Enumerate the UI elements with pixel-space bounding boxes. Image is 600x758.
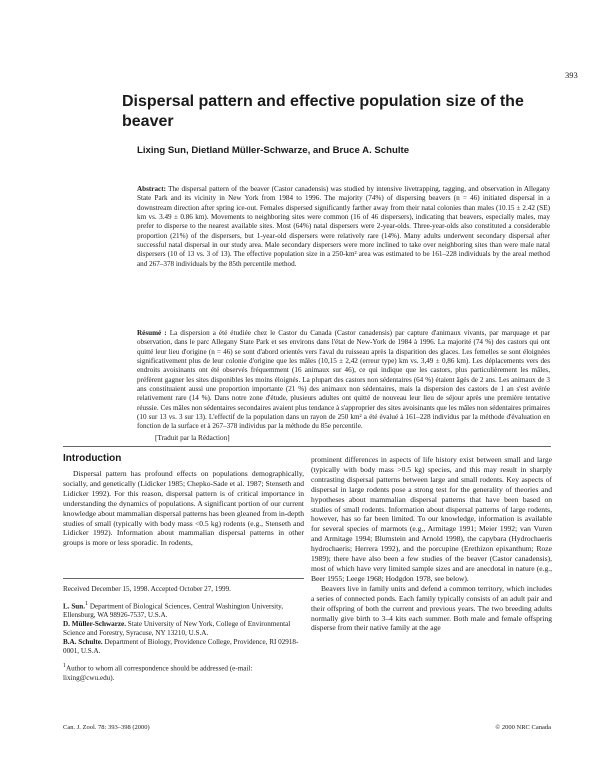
page-number: 393 xyxy=(565,70,578,80)
intro-right-paragraph-2: Beavers live in family units and defend a common territory, which includes a series of connected ponds. Each family typically consists of an adult pair and their offspring of both the current and previous years. The two breeding adults normally give birth to 3–4 kits each summer. Both male and female offspring disperse from their native family at the age xyxy=(311,583,552,633)
abstract xyxy=(137,185,550,269)
resume xyxy=(137,329,550,432)
mueller-affiliation: State University of New York, College of Environmental Science and Forestry, Syracuse, NY 13210, U.S.A. xyxy=(63,620,291,638)
intro-right-column xyxy=(311,455,552,633)
schulte-name: B.A. Schulte. xyxy=(63,638,103,647)
correspondence-mark: 1 xyxy=(63,663,66,670)
intro-left-paragraph: Dispersal pattern has profound effects on populations demographically, socially, and genetically (Lidicker 1985; Chepko-Sade et al. 1987; Stenseth and Lidicker 1992). For this reason, dispersal pattern is of critical importance in understanding the dynamics of populations. A significant portion of our current knowledge about mammalian dispersal patterns has been gleaned from in-depth studies of small (typically with body mass <0.5 kg) rodents (e.g., Stenseth and Lidicker 1992). Information about mammalian dispersal patterns in other groups is more or less sporadic. In rodents, xyxy=(63,469,304,548)
author-list: Lixing Sun, Dietland Müller-Schwarze, and Bruce A. Schulte xyxy=(137,145,410,156)
introduction-heading: Introduction xyxy=(63,453,122,464)
sun-name: L. Sun. xyxy=(63,602,86,611)
resume-text: La dispersion a été étudiée chez le Castor du Canada (Castor canadensis) par capture d'animaux vivants, par marquage et par observation, dans le parc Allegany State Park et ses environs dans l'état de New-York de 1984 à 1996. La majorité (74 %) des castors qui ont quitté leur lieu d'origine (n = 46) se sont d'abord orientés vers l'aval du ruisseau après la disparition des glaces. Les femelles se sont éloignées significativement plus de leur colonie d'origine que les mâles (10,15 ± 2,42 (erreur type) km vs. 3,49 ± 0,86 km). Les déplacements vers des endroits avoisinants ont été observés fréquemment (16 animaux sur 46), ce qui indique que les castors, plus particulièrement les mâles, préfèrent gagner les sites disponibles les moins éloignés. La plupart des castors non sédentaires (64 %) étaient âgés de 2 ans. Les animaux de 3 ans constituaient aussi une proportion importante (21 %) des animaux non sédentaires, mais la dispersion des castors de 1 an s'est avérée relativement rare (14 %). Dans notre zone d'étude, plusieurs adultes ont quitté de nouveau leur lieu de séjour après une première tentative réussie. Ces mâles non sédentaires secondaires avaient plus tendance à s'approprier des sites avoisinants que les mâles non sédentaires primaires (10 sur 13 vs. 3 sur 13). L'effectif de la population dans un rayon de 250 km² a été évalué à 161–228 individus par la méthode d'évaluation en fonction de la surface et à 267–378 individus par la méthode du 85e percentile. xyxy=(137,329,550,431)
section-divider xyxy=(63,446,551,447)
sun-affiliation: Department of Biological Sciences, Central Washington University, Ellensburg, WA 98926-7537, U.S.A. xyxy=(63,602,283,620)
mueller-name: D. Müller-Schwarze. xyxy=(63,620,126,629)
affiliation-sun xyxy=(63,600,304,656)
translation-note: [Traduit par la Rédaction] xyxy=(155,434,230,442)
copyright: © 2000 NRC Canada xyxy=(495,724,551,731)
received-date: Received December 15, 1998. Accepted October 27, 1999. xyxy=(63,585,231,593)
footnote-box xyxy=(63,578,304,689)
article-title: Dispersal pattern and effective population size of the beaver xyxy=(122,93,524,130)
abstract-label: Abstract: xyxy=(137,185,166,193)
schulte-affiliation: Department of Biology, Providence College, Providence, RI 02918-0001, U.S.A. xyxy=(63,638,299,656)
intro-left-column xyxy=(63,469,304,548)
journal-citation: Can. J. Zool. 78: 393–398 (2000) xyxy=(63,724,150,731)
correspondence-note xyxy=(63,662,304,682)
intro-right-paragraph-1: prominent differences in aspects of life history exist between small and large (typically with body mass >0.5 kg) species, and this may result in sharply contrasting dispersal patterns between large and small rodents. Key aspects of dispersal in large rodents pose a strong test for the generality of theories and hypotheses about mammalian dispersal patterns that have been based on studies of small rodents. Information about dispersal patterns of large rodents, however, has so far been limited. To our knowledge, information is available for several species of marmots (e.g., Armitage 1991; Meier 1992; van Vuren and Armitage 1994; Blumstein and Arnold 1998), the capybara (Hydrochaeris hydrochaeris; Herrera 1992), and the porcupine (Erethizon epixanthum; Roze 1989); there have also been a few studies of the beaver (Castor canadensis), most of which have very limited sample sizes and are anecdotal in nature (e.g., Beer 1955; Leege 1968; Hodgdon 1978, see below). xyxy=(311,455,552,583)
resume-label: Résumé : xyxy=(137,329,167,337)
abstract-text: The dispersal pattern of the beaver (Castor canadensis) was studied by intensive livetrapping, tagging, and observation in Allegany State Park and its vicinity in New York from 1984 to 1996. The majority (74%) of dispersing beavers (n = 46) initiated dispersal in a downstream direction after spring ice-out. Females dispersed significantly farther away from their natal colonies than males (10.15 ± 2.42 (SE) km vs. 3.49 ± 0.86 km). Movements to neighboring sites were common (16 of 46 dispersers), indicating that beavers, especially males, may prefer to disperse to the nearest available sites. Most (64%) natal dispersers were 2-year-olds. Three-year-olds also constituted a considerable proportion (21%) of the dispersers, but 1-year-old dispersers were relatively rare (14%). Many adults underwent secondary dispersal after successful natal dispersal in our study area. Male secondary dispersers were more inclined to take over neighboring sites than were male natal dispersers (10 of 13 vs. 3 of 13). The effective population size in a 250-km² area was estimated to be 161–228 individuals by the areal method and 267–378 individuals by the 85th percentile method. xyxy=(137,185,550,268)
correspondence-text: Author to whom all correspondence should be addressed (e-mail: lixing@cwu.edu). xyxy=(63,664,253,682)
sun-footnote-mark: 1 xyxy=(85,601,89,607)
